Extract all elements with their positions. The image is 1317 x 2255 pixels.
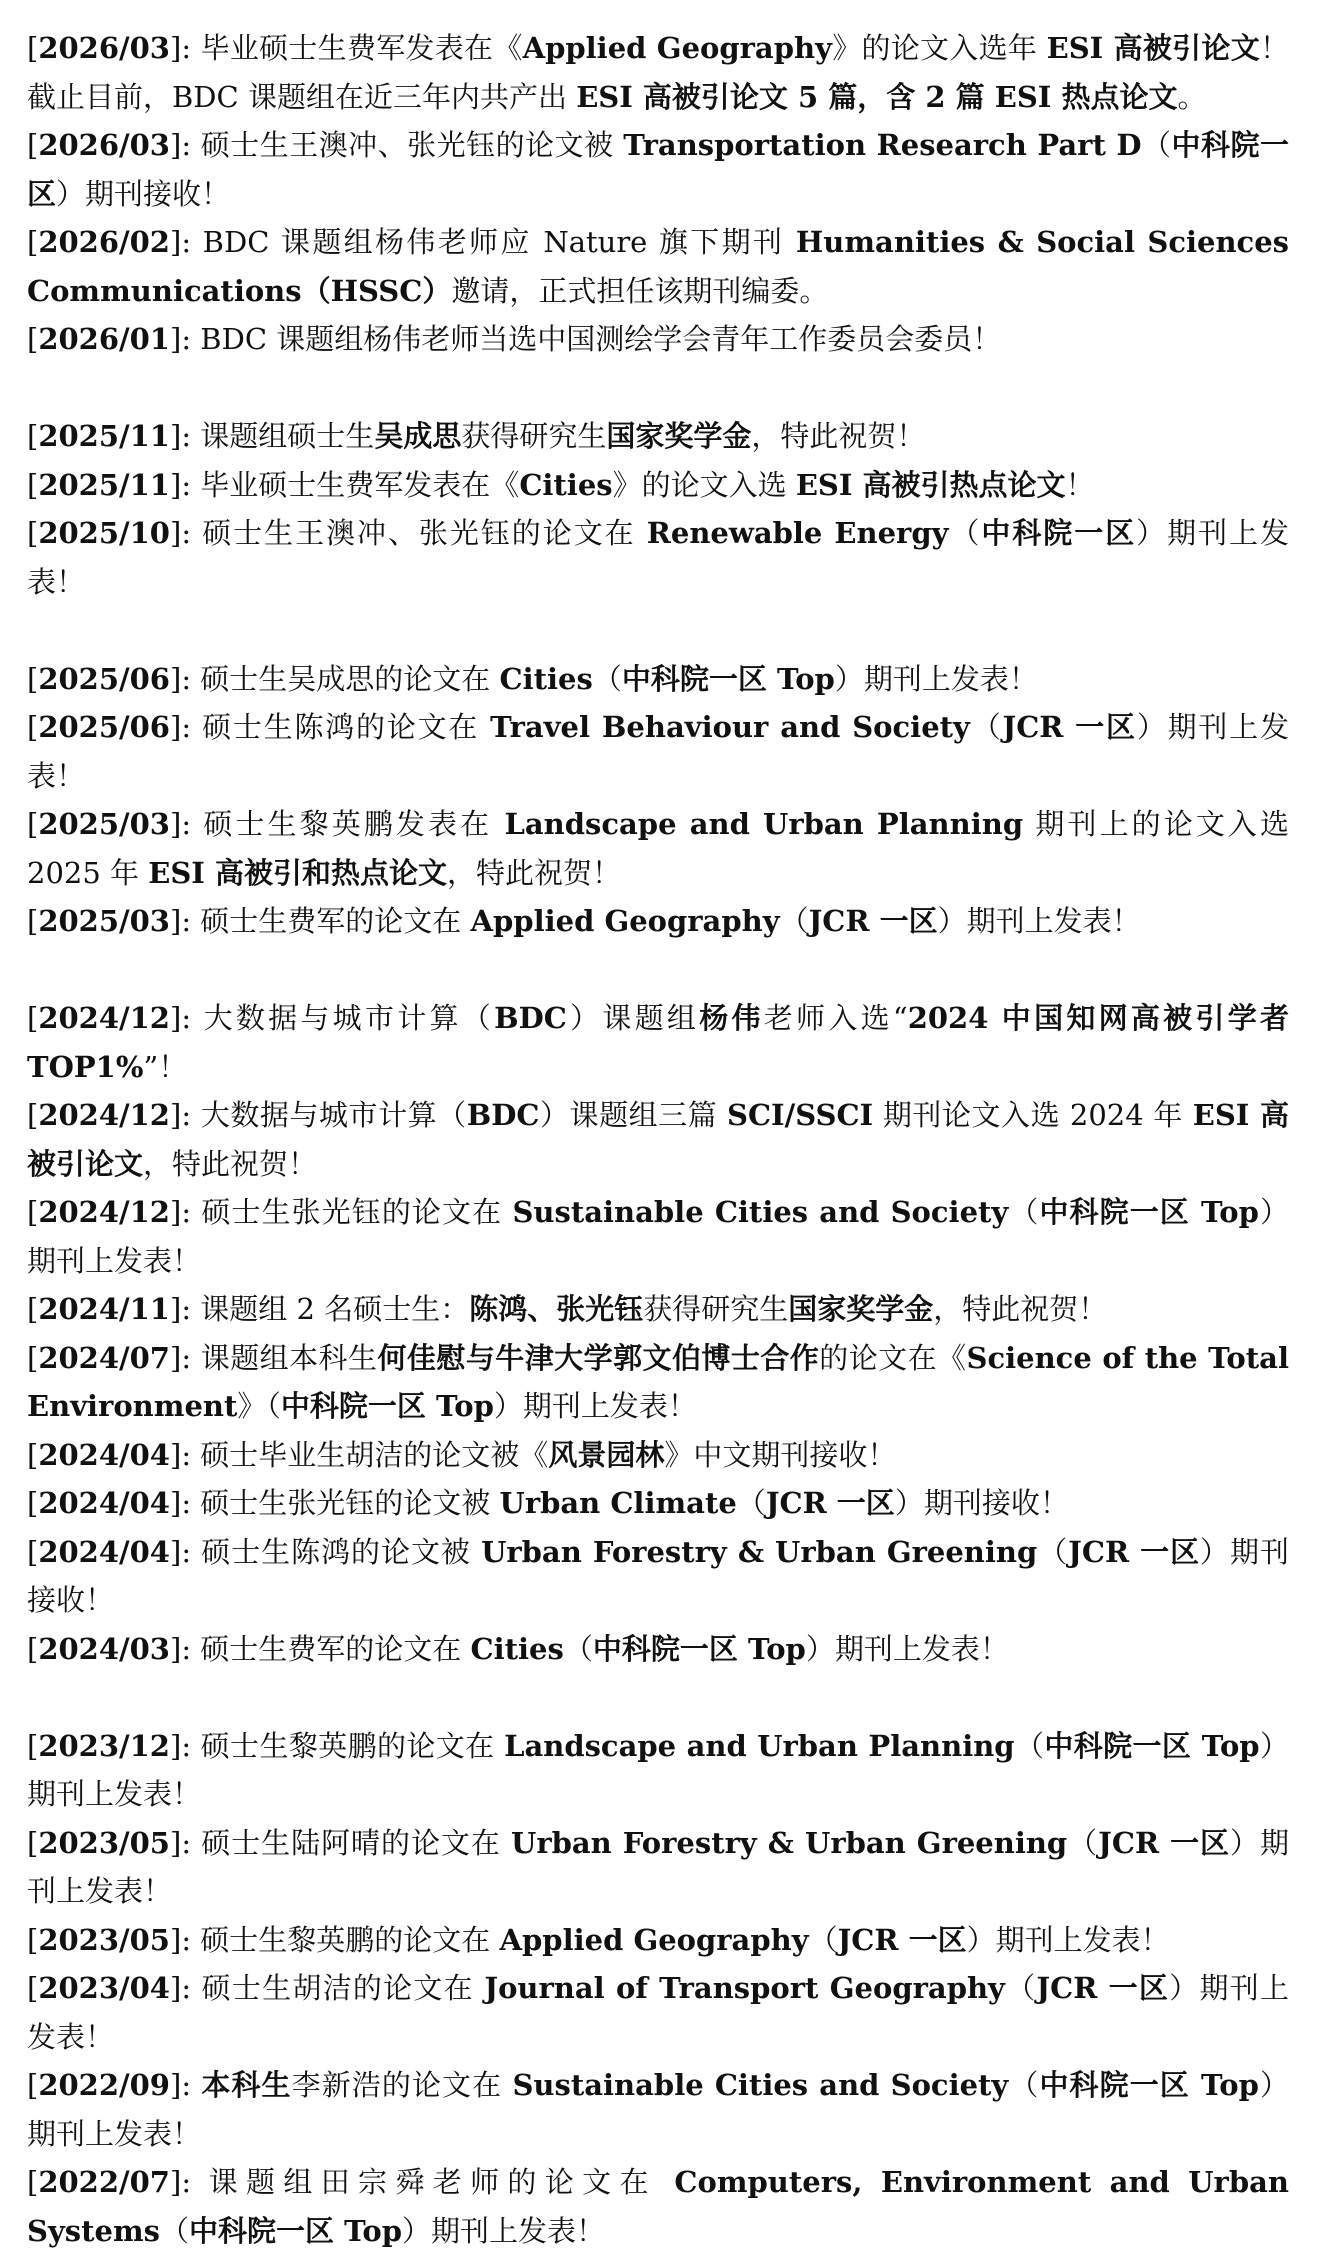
news-emphasis: 中科院一区 Top: [189, 2213, 402, 2248]
news-text: [: [27, 1098, 39, 1132]
news-item: [27, 897, 1289, 946]
news-emphasis: 中科院一区: [981, 516, 1137, 550]
news-emphasis: ESI 高被引和热点论文: [148, 855, 447, 890]
news-text: ，特此祝贺！: [751, 419, 926, 453]
news-text: ]: 硕士生陈鸿的论文被: [170, 1534, 482, 1569]
news-text: 邀请，正式担任该期刊编委。: [451, 273, 829, 308]
news-text: ）期刊上发表！: [27, 1728, 1289, 1811]
news-text: 老师入选“: [763, 1001, 908, 1035]
news-emphasis: 2025/06: [38, 710, 170, 744]
news-emphasis: 2023/12: [38, 1728, 170, 1763]
news-emphasis: JCR 一区: [1036, 1971, 1170, 2005]
news-text: ）期刊上发表！: [27, 1195, 1289, 1278]
news-emphasis: 2024/04: [38, 1486, 170, 1520]
news-text: ]: BDC 课题组杨伟老师应 Nature 旗下期刊: [170, 225, 796, 259]
news-text: （: [779, 904, 809, 938]
news-emphasis: Transportation Research Part D: [623, 128, 1142, 162]
news-emphasis: 2024/04: [38, 1437, 170, 1472]
news-text: [: [27, 1631, 39, 1666]
news-text: （: [1008, 1195, 1040, 1229]
news-text: ）期刊上发表！: [966, 1922, 1170, 1957]
news-text: ）期刊上发表！: [27, 1971, 1289, 2054]
news-emphasis: JCR 一区: [765, 1486, 895, 1520]
news-text: ”！: [143, 1049, 188, 1084]
news-text: ]: 硕士生王澳冲、张光钰的论文在: [170, 516, 647, 550]
news-text: 》中文期刊接收！: [664, 1437, 897, 1472]
news-text: [: [27, 807, 39, 841]
news-text: ）期刊接收！: [27, 1534, 1289, 1617]
news-text: [: [27, 1971, 39, 2005]
news-text: [: [27, 467, 39, 502]
news-text: ]: 硕士生张光钰的论文在: [170, 1195, 513, 1229]
news-emphasis: ESI 高被引热点论文: [795, 467, 1066, 502]
news-item: [27, 1916, 1289, 1965]
news-emphasis: Applied Geography: [522, 31, 832, 65]
news-text: 期刊上的论文入选 2025 年: [27, 807, 1289, 890]
news-text: 》的论文入选: [612, 467, 796, 502]
news-text: 期刊论文入选 2024 年: [873, 1098, 1193, 1132]
news-text: 获得研究生: [461, 419, 607, 453]
news-text: （: [1067, 1825, 1099, 1860]
news-text: 李新浩的论文在: [291, 2068, 513, 2102]
news-emphasis: Urban Forestry & Urban Greening: [511, 1825, 1068, 1860]
news-text: [: [27, 2068, 39, 2102]
news-text: （: [1037, 1534, 1069, 1569]
news-emphasis: ESI 高被引论文: [1046, 31, 1260, 65]
news-item: [27, 1188, 1289, 1285]
news-text: ）期刊上发表！: [493, 1389, 697, 1423]
news-emphasis: 中科院一区 Top: [1039, 2068, 1259, 2102]
news-text: ）期刊接收！: [894, 1486, 1069, 1520]
news-text: （: [948, 516, 982, 550]
news-item: [27, 655, 1289, 704]
news-text: （: [1004, 1971, 1037, 2005]
news-item: [27, 461, 1289, 510]
news-text: [: [27, 1486, 39, 1520]
news-item: [27, 1625, 1289, 1674]
news-emphasis: BDC: [466, 1098, 540, 1132]
news-emphasis: 吴成思: [374, 419, 462, 453]
news-text: [: [27, 1825, 39, 1860]
section-gap: [27, 364, 1289, 413]
news-emphasis: 2023/04: [38, 1971, 170, 2005]
news-text: ）期刊上发表！: [27, 516, 1289, 599]
news-emphasis: JCR 一区: [808, 904, 938, 938]
news-text: [: [27, 225, 39, 259]
news-emphasis: 国家奖学金: [606, 419, 752, 453]
news-item: [27, 1431, 1289, 1480]
news-item: [27, 1528, 1289, 1625]
news-emphasis: Journal of Transport Geography: [484, 1971, 1005, 2005]
news-emphasis: ESI 高被引论文: [27, 1098, 1289, 1181]
news-emphasis: 何佳慰与牛津大学郭文伯博士合作: [377, 1340, 820, 1375]
news-text: ]: 硕士生陆阿晴的论文在: [170, 1825, 512, 1860]
news-emphasis: Computers, Environment and Urban Systems: [27, 2165, 1289, 2248]
news-text: ）课题组三篇: [539, 1098, 728, 1132]
news-emphasis: 中科院一区: [27, 128, 1289, 211]
news-emphasis: Urban Forestry & Urban Greening: [481, 1534, 1038, 1569]
news-text: 获得研究生: [643, 1292, 789, 1326]
news-emphasis: 2026/03: [38, 31, 170, 65]
news-item: [27, 1819, 1289, 1916]
section-gap: [27, 1673, 1289, 1722]
news-item: [27, 1334, 1289, 1431]
news-emphasis: JCR 一区: [837, 1922, 967, 1957]
news-text: [: [27, 2165, 39, 2199]
news-text: ，特此祝贺！: [933, 1292, 1108, 1326]
news-emphasis: Landscape and Urban Planning: [504, 807, 1024, 841]
news-text: ]: 硕士毕业生胡洁的论文被《: [170, 1437, 549, 1472]
section-gap: [27, 946, 1289, 995]
news-text: ]: 硕士生黎英鹏发表在: [170, 807, 505, 841]
news-emphasis: 2022/07: [38, 2165, 170, 2199]
news-text: [: [27, 419, 39, 453]
news-text: ]: 大数据与城市计算（: [170, 1098, 467, 1132]
news-text: [: [27, 1922, 39, 1957]
news-emphasis: 2025/10: [38, 516, 170, 550]
news-text: ]: BDC 课题组杨伟老师当选中国测绘学会青年工作委员会委员！: [170, 322, 1002, 356]
news-emphasis: 2024/12: [38, 1195, 170, 1229]
news-emphasis: 杨伟: [699, 1001, 764, 1035]
news-emphasis: Urban Climate: [499, 1486, 737, 1520]
news-emphasis: ESI 高被引论文 5 篇，含 2 篇 ESI 热点论文: [576, 79, 1178, 114]
news-emphasis: 2025/11: [38, 419, 170, 453]
news-text: [: [27, 1534, 39, 1569]
news-emphasis: Landscape and Urban Planning: [504, 1728, 1015, 1763]
news-text: （: [736, 1486, 766, 1520]
news-text: [: [27, 1728, 39, 1763]
news-item: [27, 121, 1289, 218]
news-text: [: [27, 128, 39, 162]
news-emphasis: 2024/12: [38, 1001, 170, 1035]
news-item: [27, 703, 1289, 800]
news-text: ）期刊上发表！: [805, 1631, 1009, 1666]
news-text: （: [1008, 2068, 1040, 2102]
news-text: ！: [1065, 467, 1095, 502]
news-text: （: [969, 710, 1003, 744]
news-emphasis: 2025/06: [38, 661, 170, 696]
news-text: ，特此祝贺！: [143, 1146, 318, 1181]
news-text: [: [27, 710, 39, 744]
news-emphasis: 陈鸿、张光钰: [469, 1292, 644, 1326]
news-emphasis: 风景园林: [548, 1437, 665, 1472]
news-text: [: [27, 1001, 39, 1035]
news-text: （: [1141, 128, 1172, 162]
news-emphasis: BDC: [494, 1001, 567, 1035]
news-text: （: [808, 1922, 838, 1957]
news-item: [27, 1964, 1289, 2061]
news-text: ）期刊上发表！: [401, 2213, 605, 2248]
news-emphasis: 中科院一区 Top: [1039, 1195, 1259, 1229]
news-text: ，特此祝贺！: [446, 855, 621, 890]
news-text: 》的论文入选年: [831, 31, 1047, 65]
news-emphasis: JCR 一区: [1002, 710, 1137, 744]
news-item: [27, 218, 1289, 315]
news-text: ]: 硕士生费军的论文在: [170, 1631, 471, 1666]
news-text: ）课题组: [566, 1001, 700, 1035]
news-text: ]: 硕士生王澳冲、张光钰的论文被: [170, 128, 624, 162]
news-emphasis: Cities: [499, 661, 593, 696]
news-emphasis: 2024/04: [38, 1534, 170, 1569]
news-emphasis: 2025/03: [38, 807, 170, 841]
section-gap: [27, 606, 1289, 655]
news-text: ]: 课题组田宗舜老师的论文在: [170, 2165, 675, 2199]
news-list: [27, 24, 1289, 2255]
news-text: [: [27, 661, 39, 696]
news-emphasis: JCR 一区: [1098, 1825, 1231, 1860]
news-item: [27, 2158, 1289, 2255]
news-emphasis: 2024/12: [38, 1098, 170, 1132]
news-emphasis: 中科院一区 Top: [280, 1389, 494, 1423]
news-emphasis: 2023/05: [38, 1922, 170, 1957]
news-text: ]: 硕士生黎英鹏的论文在: [170, 1922, 500, 1957]
news-text: ）期刊上发表！: [937, 904, 1141, 938]
news-text: ）期刊接收！: [56, 176, 231, 211]
news-emphasis: Cities: [470, 1631, 564, 1666]
news-text: ！截止目前，BDC 课题组在近三年内共产出: [27, 31, 1290, 114]
news-text: [: [27, 904, 39, 938]
news-text: ]: 课题组硕士生: [170, 419, 375, 453]
news-item: [27, 1479, 1289, 1528]
news-emphasis: Science of the Total Environment: [27, 1340, 1289, 1423]
news-text: [: [27, 31, 39, 65]
news-text: ]: 硕士生胡洁的论文在: [170, 1971, 485, 2005]
news-emphasis: 2026/01: [38, 322, 170, 356]
news-emphasis: SCI/SSCI: [727, 1098, 874, 1132]
news-text: ]: 硕士生张光钰的论文被: [170, 1486, 500, 1520]
news-emphasis: 2024/07: [38, 1340, 170, 1375]
news-text: ]: 毕业硕士生费军发表在《: [170, 31, 523, 65]
news-text: （: [592, 661, 622, 696]
news-emphasis: 中科院一区 Top: [621, 661, 835, 696]
news-emphasis: 中科院一区 Top: [1044, 1728, 1260, 1763]
news-emphasis: 2024 中国知网高被引学者 TOP1%: [27, 1001, 1289, 1084]
news-item: [27, 1091, 1289, 1188]
news-text: ]: 课题组 2 名硕士生：: [170, 1292, 470, 1326]
news-text: [: [27, 1292, 39, 1326]
news-text: 。: [1177, 79, 1207, 114]
news-emphasis: Applied Geography: [470, 904, 780, 938]
news-emphasis: 2026/03: [38, 128, 170, 162]
news-item: [27, 994, 1289, 1091]
news-emphasis: 2024/03: [38, 1631, 170, 1666]
news-text: ]: 毕业硕士生费军发表在《: [170, 467, 520, 502]
news-emphasis: Applied Geography: [499, 1922, 809, 1957]
news-emphasis: Sustainable Cities and Society: [512, 2068, 1009, 2102]
news-emphasis: Cities: [519, 467, 613, 502]
news-text: （: [159, 2213, 189, 2248]
news-text: [: [27, 1437, 39, 1472]
news-text: [: [27, 516, 39, 550]
news-emphasis: 中科院一区 Top: [592, 1631, 806, 1666]
news-emphasis: JCR 一区: [1068, 1534, 1201, 1569]
news-item: [27, 412, 1289, 461]
news-emphasis: 2025/03: [38, 904, 170, 938]
news-text: ）期刊上发表！: [27, 710, 1289, 793]
news-item: [27, 2061, 1289, 2158]
news-text: 》（: [237, 1389, 281, 1423]
news-item: [27, 509, 1289, 606]
news-text: [: [27, 1195, 39, 1229]
news-text: [: [27, 322, 39, 356]
news-emphasis: Renewable Energy: [646, 516, 949, 550]
news-text: ）期刊上发表！: [27, 1825, 1289, 1908]
news-item: [27, 800, 1289, 897]
news-emphasis: 2022/09: [38, 2068, 170, 2102]
news-emphasis: 2023/05: [38, 1825, 170, 1860]
news-text: ]: 硕士生费军的论文在: [170, 904, 471, 938]
news-text: ]:: [170, 2068, 202, 2102]
news-text: ]: 硕士生吴成思的论文在: [170, 661, 500, 696]
news-emphasis: 2025/11: [38, 467, 170, 502]
news-text: ）期刊上发表！: [27, 2068, 1289, 2151]
news-text: （: [1014, 1728, 1045, 1763]
news-item: [27, 1722, 1289, 1819]
news-emphasis: Sustainable Cities and Society: [512, 1195, 1009, 1229]
news-emphasis: 国家奖学金: [788, 1292, 934, 1326]
news-text: （: [563, 1631, 593, 1666]
news-emphasis: Travel Behaviour and Society: [490, 710, 970, 744]
news-text: [: [27, 1340, 39, 1375]
news-text: ]: 大数据与城市计算（: [170, 1001, 495, 1035]
news-text: ]: 课题组本科生: [170, 1340, 378, 1375]
news-emphasis: 2024/11: [38, 1292, 170, 1326]
news-item: [27, 315, 1289, 364]
news-text: ]: 硕士生黎英鹏的论文在: [170, 1728, 505, 1763]
news-text: 的论文在《: [819, 1340, 967, 1375]
news-emphasis: 本科生: [201, 2068, 292, 2102]
news-text: ]: 硕士生陈鸿的论文在: [170, 710, 491, 744]
news-item: [27, 1285, 1289, 1334]
news-emphasis: Humanities & Social Sciences Communications（HSSC）: [27, 225, 1289, 308]
news-item: [27, 24, 1289, 121]
news-emphasis: 2026/02: [38, 225, 170, 259]
news-text: ）期刊上发表！: [834, 661, 1038, 696]
